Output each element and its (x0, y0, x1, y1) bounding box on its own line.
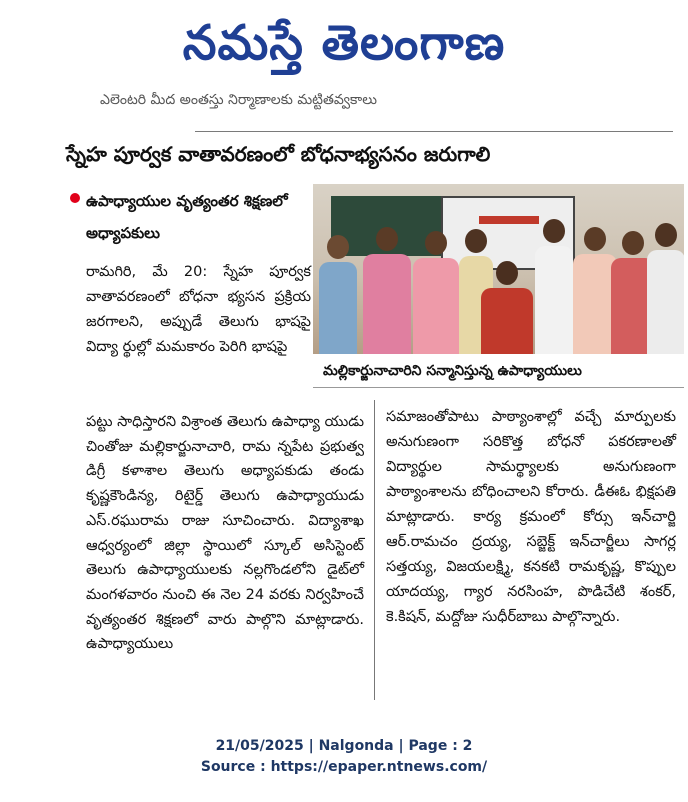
column-divider (374, 400, 375, 700)
article-body-column-2: సమాజంతోపాటు పాఠ్యాంశాల్లో వచ్చే మార్పులకు అనుగుణంగా సరికొత్త బోధనో పకరణాలతో విద్యార్థుల సామర్థ్యాలకు అనుగుణంగా పాఠ్యాంశాలను బోధించాలని కోరారు. డీఈఓ భిక్షపతి మాట్లాడారు. కార్య క్రమంలో కోర్సు ఇన్‌చార్జి ఆర్.రామచం ద్రయ్య, సబ్జెక్ట్ ఇన్‌చార్జీలు సాగర్ల సత్తయ్య, విజయలక్ష్మి, కనకటి రామకృష్ణ, కొప్పుల యాదయ్య, గ్యార నరసింహ, పొడిచేటి శంకర్, కె.కిషన్, మద్దోజు సుధీర్‌బాబు పాల్గొన్నారు. (386, 409, 676, 625)
headline-divider (195, 131, 673, 132)
source-footer (0, 736, 688, 778)
bullet-icon (70, 193, 80, 203)
masthead-title: నమస్తే తెలంగాణ (182, 15, 506, 71)
footer-source-url: Source : https://epaper.ntnews.com/ (200, 759, 488, 775)
caption-divider (313, 387, 684, 388)
photo-caption: మల్లికార్జునాచారిని సన్మానిస్తున్న ఉపాధ్యాయులు (323, 363, 582, 379)
article-photo (313, 184, 684, 354)
article-body-column-1-top: రామగిరి, మే 20: స్నేహ పూర్వక వాతావరణంలో బోధనా భ్యసన ప్రక్రియ జరగాలని, అప్పుడే తెలుగు భాషపై విద్యా ర్థుల్లో మమకారం పెరిగి భాషపై (86, 264, 311, 355)
photo-honoree-seated (481, 261, 533, 354)
photo-person (319, 235, 357, 354)
photo-person (363, 227, 411, 354)
article-kicker: ఉపాధ్యాయుల వృత్యంతర శిక్షణలో అధ్యాపకులు (86, 192, 288, 242)
photo-person (535, 219, 573, 354)
footer-date-edition-page: 21/05/2025 | Nalgonda | Page : 2 (215, 738, 473, 754)
photo-person (647, 223, 684, 354)
clipped-previous-article-text: ఎలెంటరి మీద అంతస్తు నిర్మాణాలకు మట్టితవ్వకాలు (100, 92, 377, 108)
photo-person (413, 231, 459, 354)
article-headline: స్నేహ పూర్వక వాతావరణంలో బోధనాభ్యసనం జరుగాలి (66, 142, 491, 166)
article-body-column-1: పట్టు సాధిస్తారని విశ్రాంత తెలుగు ఉపాధ్యా యుడు చింతోజు మల్లికార్జునాచారి, రామ న్నపేట ప్రభుత్వ డిగ్రీ కళాశాల తెలుగు అధ్యాపకుడు తండు కృష్ణకౌండిన్య, రిటైర్డ్ తెలుగు ఉపాధ్యాయుడు ఎస్.రఘురామ రాజు సూచించారు. విద్యాశాఖ ఆధ్వర్యంలో జిల్లా స్థాయిలో స్కూల్ అసిస్టెంట్ తెలుగు ఉపాధ్యాయులకు నల్లగొండలోని డైట్‌లో మంగళవారం నుంచి ఈ నెల 24 వరకు నిర్వహించే వృత్యంతర శిక్షణలో వారు పాల్గొని మాట్లాడారు. ఉపాధ్యాయులు (86, 414, 364, 653)
newspaper-masthead (0, 0, 688, 86)
